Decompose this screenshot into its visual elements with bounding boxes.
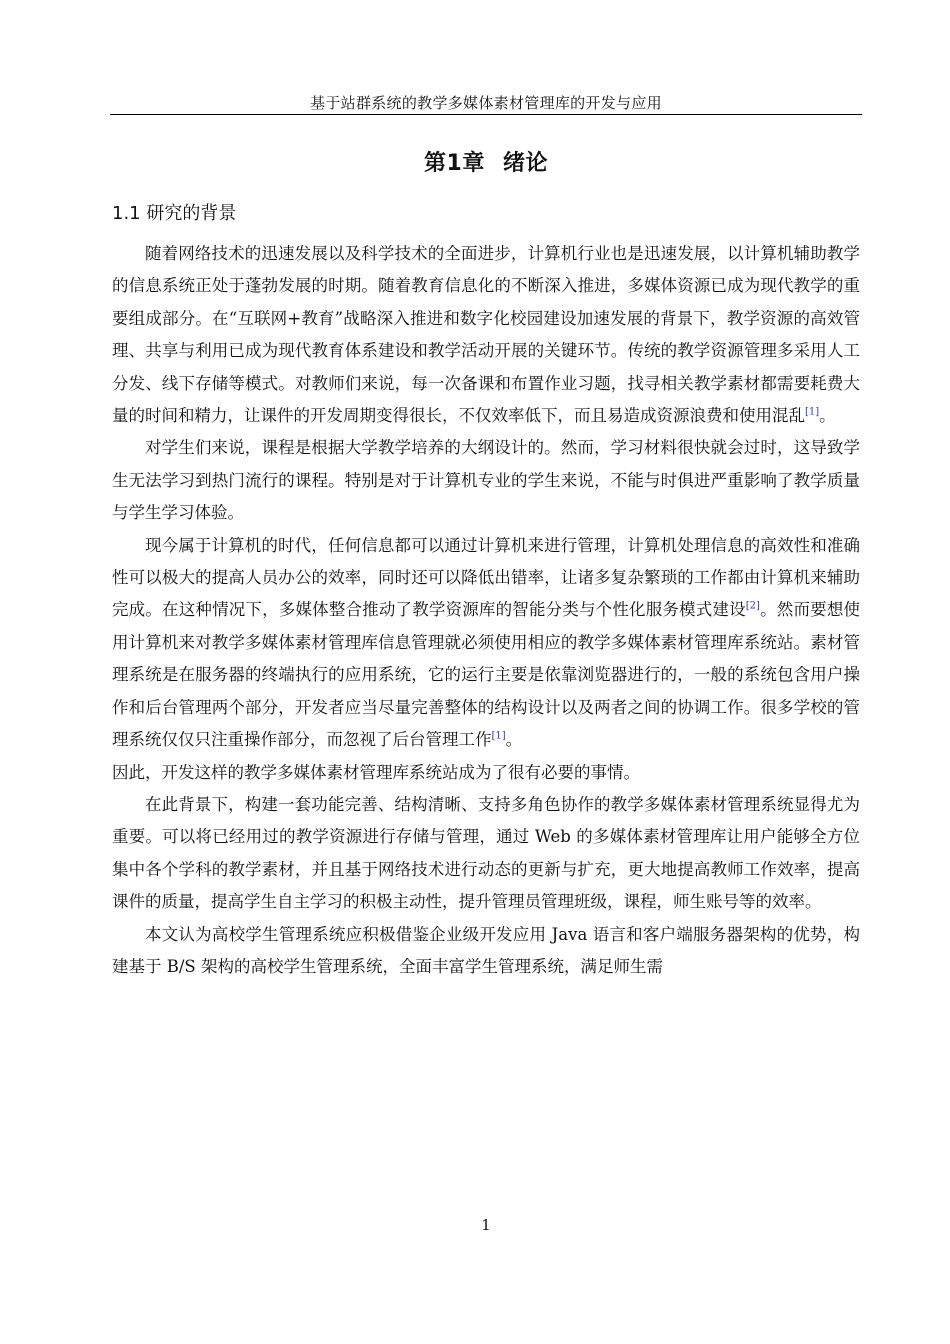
running-header: 基于站群系统的教学多媒体素材管理库的开发与应用 bbox=[310, 94, 662, 112]
chapter-title: 第1章 绪论 bbox=[424, 151, 548, 176]
header-rule bbox=[110, 114, 862, 115]
section-title: 1.1 研究的背景 bbox=[112, 203, 237, 224]
paragraph: 现今属于计算机的时代，任何信息都可以通过计算机来进行管理，计算机处理信息的高效性和准确性可以极大的提高人员办公的效率，同时还可以降低出错率，让诸多复杂繁琐的工作都由计算机来辅助完成。在这种情况下，多媒体整合推动了教学资源库的智能分类与个性化服务模式建设[2]。然而要想使用计算机来对教学多媒体素材管理库信息管理就必须使用相应的教学多媒体素材管理库系统站。素材管理系统是在服务器的终端执行的应用系统，它的运行主要是依靠浏览器进行的，一般的系统包含用户操作和后台管理两个部分，开发者应当尽量完善整体的结构设计以及两者之间的协调工作。很多学校的管理系统仅仅只注重操作部分，而忽视了后台管理工作[1]。 bbox=[112, 535, 861, 750]
citation[interactable]: [1] bbox=[805, 406, 820, 418]
paragraph: 因此，开发这样的教学多媒体素材管理库系统站成为了很有必要的事情。 bbox=[112, 762, 640, 782]
paragraph: 对学生们来说，课程是根据大学教学培养的大纲设计的。然而，学习材料很快就会过时，这导致学生无法学习到热门流行的课程。特别是对于计算机专业的学生来说，不能与时俱进严重影响了教学质量与学生学习体验。 bbox=[112, 438, 860, 523]
citation[interactable]: [2] bbox=[745, 600, 760, 612]
body-text bbox=[112, 238, 860, 983]
paragraph: 本文认为高校学生管理系统应积极借鉴企业级开发应用 Java 语言和客户端服务器架构的优势，构建基于 B/S 架构的高校学生管理系统，全面丰富学生管理系统，满足师生需 bbox=[112, 924, 860, 976]
citation[interactable]: [1] bbox=[491, 730, 506, 742]
page-number: 1 bbox=[481, 1216, 491, 1234]
paragraph: 在此背景下，构建一套功能完善、结构清晰、支持多角色协作的教学多媒体素材管理系统显得尤为重要。可以将已经用过的教学资源进行存储与管理，通过 Web 的多媒体素材管理库让用户能够全方位集中各个学科的教学素材，并且基于网络技术进行动态的更新与扩充，更大地提高教师工作效率，提高课件的质量，提高学生自主学习的积极主动性，提升管理员管理班级，课程，师生账号等的效率。 bbox=[112, 794, 860, 912]
paragraph: 随着网络技术的迅速发展以及科学技术的全面进步，计算机行业也是迅速发展，以计算机辅助教学的信息系统正处于蓬勃发展的时期。随着教育信息化的不断深入推进，多媒体资源已成为现代教学的重要组成部分。在“互联网+教育”战略深入推进和数字化校园建设加速发展的背景下，教学资源的高效管理、共享与利用已成为现代教育体系建设和教学活动开展的关键环节。传统的教学资源管理多采用人工分发、线下存储等模式。对教师们来说，每一次备课和布置作业习题，找寻相关教学素材都需要耗费大量的时间和精力，让课件的开发周期变得很长，不仅效率低下，而且易造成资源浪费和使用混乱[1]。 bbox=[112, 244, 860, 426]
